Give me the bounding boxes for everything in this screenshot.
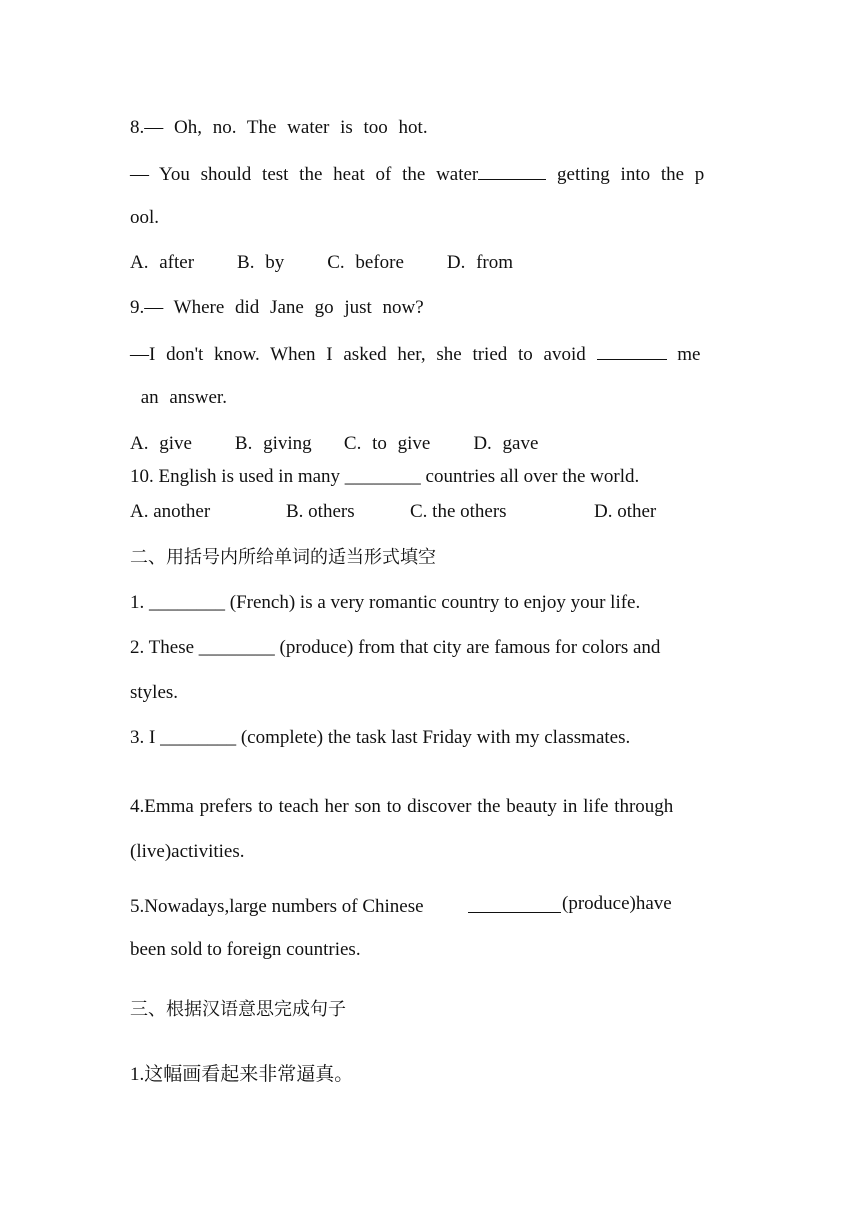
section-3-item-1-text: 1.这幅画看起来非常逼真。 (130, 1064, 354, 1085)
section-2-item-5-end: (produce)have (562, 893, 672, 914)
q9-response-line (130, 341, 700, 367)
section-2-item-1: 1. ________ (French) is a very romantic country to enjoy your life. (130, 592, 641, 613)
q8-blank (478, 161, 546, 180)
section-2-item-4: 4.Emma prefers to teach her son to discover the beauty in life through (130, 796, 674, 817)
q10-option-d: D. other (594, 501, 657, 522)
q8-response-wrap: ool. (130, 207, 160, 228)
section-2-item-5: 5.Nowadays,large numbers of Chinese (130, 896, 424, 917)
q10-option-b: B. others (286, 501, 355, 522)
section-2-item-3: 3. I ________ (complete) the task last Friday with my classmates. (130, 727, 631, 748)
q8-response-start: — You should test the heat of the water (130, 164, 479, 185)
q8-options: A. after B. by C. before D. from (130, 252, 514, 273)
section-3-item-1 (130, 1063, 353, 1087)
section-3-heading: 三、根据汉语意思完成句子 (130, 999, 346, 1020)
q10-prompt: 10. English is used in many ________ countries all over the world. (130, 466, 640, 487)
q9-blank (597, 341, 667, 360)
section-2-item-4-wrap: (live)activities. (130, 841, 245, 862)
q10-option-c: C. the others (410, 501, 507, 522)
q10-option-a: A. another (130, 501, 211, 522)
q8-prompt: 8.— Oh, no. The water is too hot. (130, 117, 428, 138)
section-2-item-2: 2. These ________ (produce) from that city are famous for colors and (130, 637, 661, 658)
q9-response-wrap: an answer. (130, 387, 227, 408)
q9-response-end: me (666, 344, 701, 365)
q8-response-end: getting into the p (546, 164, 705, 185)
q9-prompt: 9.— Where did Jane go just now? (130, 297, 424, 318)
q8-response-line (130, 161, 704, 187)
section-2-heading: 二、用括号内所给单词的适当形式填空 (130, 547, 436, 568)
section-2-item-5-blank (468, 894, 561, 920)
section-2-item-5-wrap: been sold to foreign countries. (130, 939, 361, 960)
q9-options: A. give B. giving C. to give D. gave (130, 433, 539, 454)
section-2-item-2-wrap: styles. (130, 682, 179, 703)
q9-response-start: —I don't know. When I asked her, she tried to avoid (130, 344, 597, 365)
